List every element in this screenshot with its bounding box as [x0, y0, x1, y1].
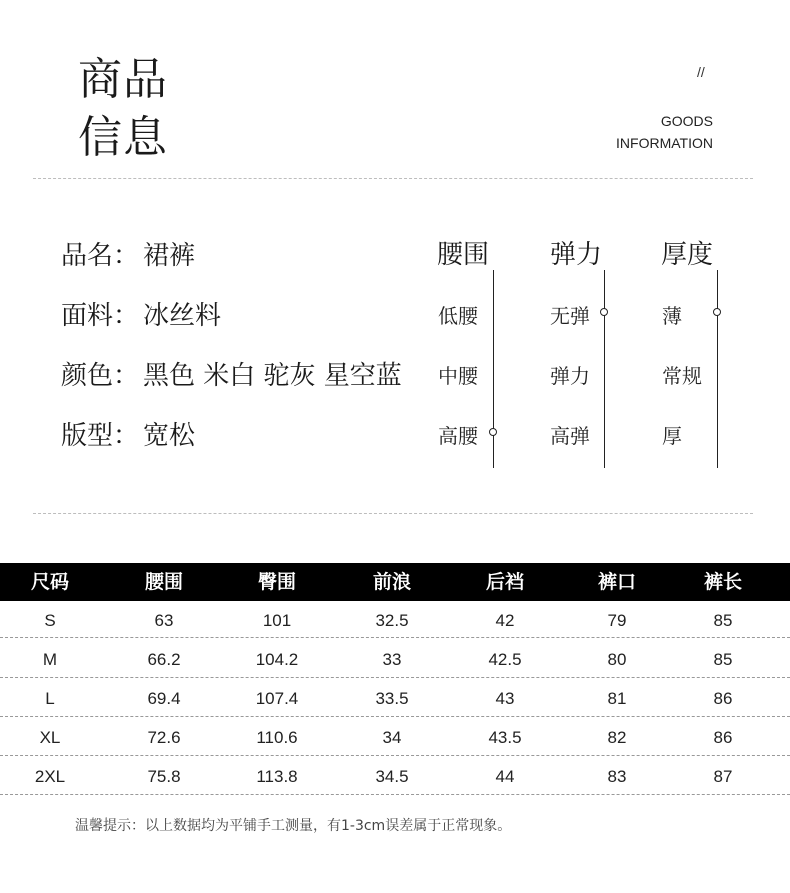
scale-marker-thickness [713, 308, 721, 316]
table-cell: 34.5 [375, 767, 409, 786]
slash-mark: // [697, 64, 705, 80]
scale-option: 常规 [662, 364, 702, 388]
table-cell: 107.4 [255, 689, 299, 708]
scale-title-waist: 腰围 [437, 240, 490, 270]
scale-option: 薄 [662, 304, 682, 328]
scale-line-elasticity [604, 270, 605, 468]
divider-middle [33, 513, 753, 514]
scale-option: 高弹 [550, 424, 590, 448]
table-cell: 75.8 [147, 767, 181, 786]
spec-value: 冰丝料 [143, 301, 222, 331]
scale-option: 中腰 [438, 364, 478, 388]
table-cell: 32.5 [375, 611, 409, 630]
table-cell: 85 [713, 650, 733, 669]
spec-row-fabric [61, 295, 221, 332]
spec-label: 颜色： [61, 361, 140, 391]
table-cell: 43 [495, 689, 515, 708]
table-cell: 80 [607, 650, 627, 669]
measurement-note: 温馨提示：以上数据均为平铺手工测量，有1-3cm误差属于正常现象。 [75, 818, 512, 834]
spec-label: 面料： [61, 301, 140, 331]
table-cell: 43.5 [488, 728, 522, 747]
col-header: 裤长 [703, 571, 742, 593]
page-title-line1: 商品 [78, 54, 168, 105]
size-label-cell: 2XL [34, 767, 66, 786]
divider-top [33, 178, 753, 179]
size-label-cell: S [44, 611, 56, 630]
table-cell: 44 [495, 767, 515, 786]
table-cell: 85 [713, 611, 733, 630]
table-row-divider [0, 637, 790, 638]
spec-label: 版型： [61, 421, 140, 451]
scale-option: 低腰 [438, 304, 478, 328]
scale-line-thickness [717, 270, 718, 468]
col-header: 前浪 [372, 571, 411, 593]
size-table-header [0, 563, 790, 601]
scale-title-thickness: 厚度 [661, 240, 714, 270]
size-label-cell: M [42, 650, 58, 669]
table-cell: 81 [607, 689, 627, 708]
spec-label: 品名： [61, 241, 140, 271]
table-cell: 104.2 [255, 650, 299, 669]
table-cell: 33.5 [375, 689, 409, 708]
col-header: 臀围 [257, 571, 296, 593]
table-cell: 79 [607, 611, 627, 630]
scale-marker-elasticity [600, 308, 608, 316]
spec-row-fit [61, 415, 195, 452]
table-cell: 34 [382, 728, 402, 747]
col-header: 腰围 [144, 571, 183, 593]
table-cell: 66.2 [147, 650, 181, 669]
scale-title-elasticity: 弹力 [550, 240, 603, 270]
scale-marker-waist [489, 428, 497, 436]
table-cell: 69.4 [147, 689, 181, 708]
size-label-cell: L [45, 689, 55, 708]
table-cell: 33 [382, 650, 402, 669]
col-header: 后裆 [485, 571, 524, 593]
scale-line-waist [493, 270, 494, 468]
spec-row-color [61, 355, 402, 392]
scale-option: 无弹 [550, 304, 590, 328]
table-cell: 82 [607, 728, 627, 747]
table-row-divider [0, 755, 790, 756]
table-cell: 113.8 [256, 767, 298, 786]
table-cell: 87 [713, 767, 733, 786]
page-title-line2: 信息 [78, 112, 168, 163]
english-title-line2: INFORMATION [616, 135, 713, 151]
table-cell: 63 [154, 611, 174, 630]
size-label-cell: XL [39, 728, 61, 747]
table-cell: 83 [607, 767, 627, 786]
table-cell: 42 [495, 611, 515, 630]
table-cell: 101 [262, 611, 292, 630]
table-cell: 42.5 [488, 650, 522, 669]
scale-option: 高腰 [438, 424, 478, 448]
table-cell: 110.6 [256, 728, 298, 747]
spec-row-name [61, 235, 195, 272]
col-header: 尺码 [30, 571, 69, 593]
spec-value: 裙裤 [143, 241, 196, 271]
spec-value: 宽松 [143, 421, 196, 451]
table-cell: 86 [713, 728, 733, 747]
table-cell: 72.6 [147, 728, 181, 747]
scale-option: 弹力 [550, 364, 590, 388]
table-row-divider [0, 677, 790, 678]
english-title-line1: GOODS [660, 113, 713, 129]
col-header: 裤口 [597, 571, 636, 593]
scale-option: 厚 [662, 424, 682, 448]
table-row-divider [0, 716, 790, 717]
spec-value: 黑色 米白 驼灰 星空蓝 [143, 361, 402, 391]
table-cell: 86 [713, 689, 733, 708]
table-row-divider [0, 794, 790, 795]
